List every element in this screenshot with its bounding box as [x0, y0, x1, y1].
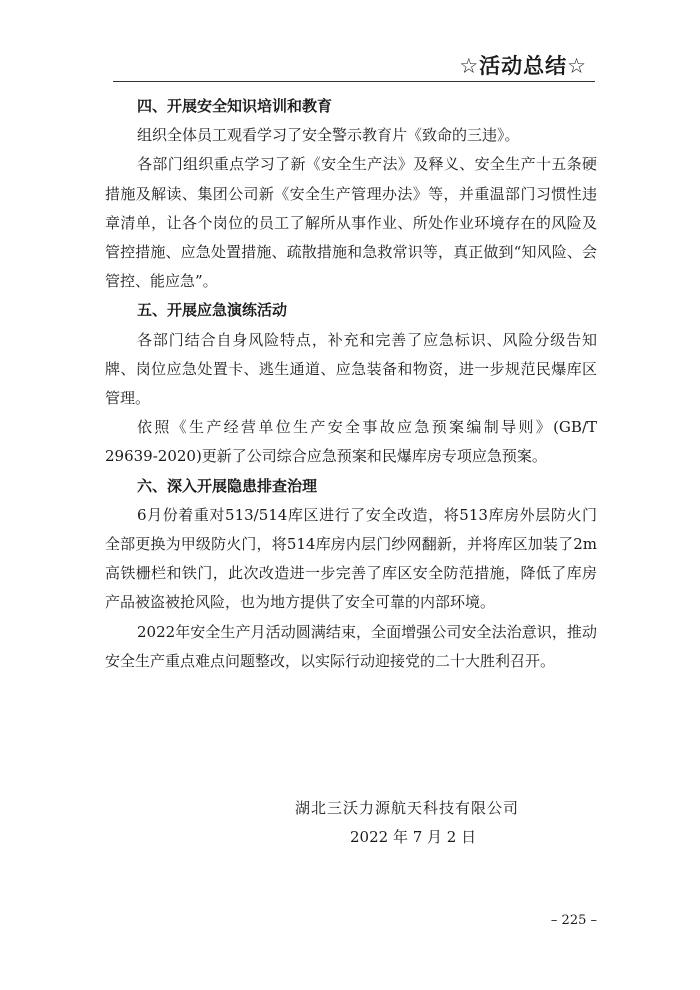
paragraph: 2022年安全生产月活动圆满结束，全面增强公司安全法治意识，推动安全生产重点难点问题整改，以实际行动迎接党的二十大胜利召开。: [105, 622, 597, 670]
page-header-title: ☆活动总结☆: [459, 54, 587, 78]
document-body: [105, 92, 597, 676]
header-divider: [113, 81, 595, 82]
signature-date: 2022 年 7 月 2 日: [350, 828, 477, 846]
section-heading-drill: 五、开展应急演练活动: [137, 301, 288, 320]
signature-company: 湖北三沃力源航天科技有限公司: [295, 799, 520, 817]
paragraph: 依照《生产经营单位生产安全事故应急预案编制导则》(GB/T 29639-2020)更新了公司综合应急预案和民爆库房专项应急预案。: [105, 418, 597, 466]
paragraph: 组织全体员工观看学习了安全警示教育片《致命的三违》。: [137, 126, 520, 145]
paragraph: 各部门结合自身风险特点，补充和完善了应急标识、风险分级告知牌、岗位应急处置卡、逃生通道、应急装备和物资，进一步规范民爆库区管理。: [105, 330, 597, 408]
page-number: – 225 –: [550, 913, 597, 928]
paragraph: 6月份着重对513/514库区进行了安全改造，将513库房外层防火门全部更换为甲级防火门，将514库房内层门纱网翻新，并将库区加装了2m高铁栅栏和铁门，此次改造进一步完善了库区安全防范措施，降低了库房产品被盗被抢风险，也为地方提供了安全可靠的内部环境。: [105, 505, 597, 612]
section-heading-hazard-inspection: 六、深入开展隐患排查治理: [137, 476, 318, 495]
section-heading-training: 四、开展安全知识培训和教育: [137, 97, 333, 115]
paragraph: 各部门组织重点学习了新《安全生产法》及释义、安全生产十五条硬措施及解读、集团公司新《安全生产管理办法》等，并重温部门习惯性违章清单，让各个岗位的员工了解所从事作业、所处作业环境存在的风险及管控措施、应急处置措施、疏散措施和急救常识等，真正做到“知风险、会管控、能应急”。: [105, 155, 597, 291]
